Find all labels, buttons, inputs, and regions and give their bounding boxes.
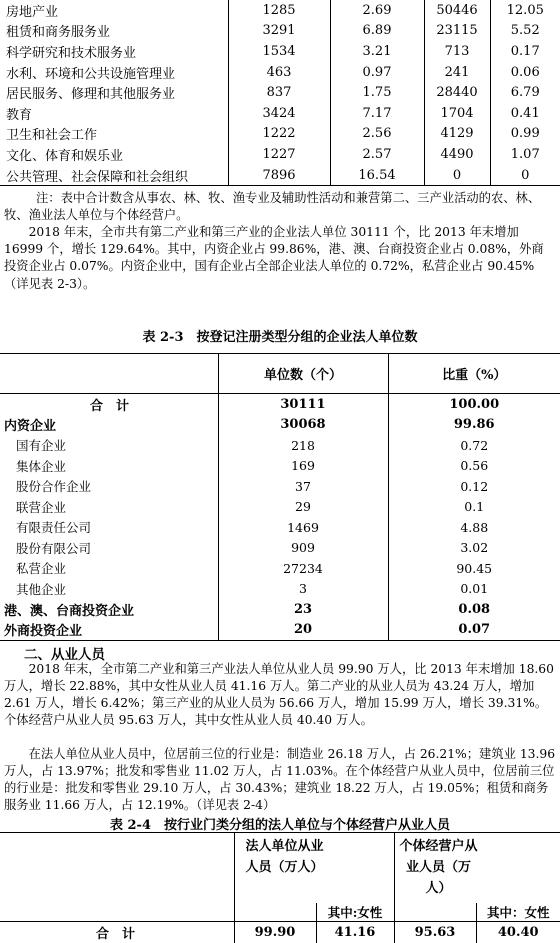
row-label: 联营企业 bbox=[16, 499, 67, 515]
row-ratio: 0.08 bbox=[388, 599, 560, 620]
unit-count: 1534 bbox=[228, 41, 330, 62]
individual-count: 28440 bbox=[424, 82, 490, 103]
table-row bbox=[0, 599, 560, 620]
paragraph-employees: 2018 年末，全市第二产业和第三产业法人单位从业人员 99.90 万人，比 2013 年末增加 18.60 万人，增长 22.88%，其中女性从业人员 41.16 万人。第二产业的从业人员为 43.24 万人，增加 2.61 万人，增长 6.42%；第三产业的从业人员为 56.66 万人，增加 15.99 万人，增长 39.31%。个体经营户从业人员 95.63 万人，其中女性从业人员 40.40 万人。 bbox=[4, 662, 554, 727]
table-2-4 bbox=[0, 832, 560, 943]
individual-count: 1704 bbox=[424, 103, 490, 124]
row-count: 218 bbox=[218, 435, 388, 456]
row-label: 有限责任公司 bbox=[16, 520, 92, 536]
paragraph-enterprise-summary: 2018 年末，全市共有第二产业和第三产业的企业法人单位 30111 个，比 2013 年末增加 16999 个，增长 129.64%。其中，内资企业占 99.86%，港、澳、台商投资企业占 0.08%，外商投资企业占 0.07%。内资企业中，国有企业占全部企业法人单位的 0.72%，私营企业占 90.45%（详见表 2-3）。 bbox=[4, 225, 544, 291]
row-label: 股份有限公司 bbox=[16, 540, 92, 556]
row-label: 内资企业 bbox=[4, 419, 57, 435]
header-female-corp: 其中:女性 bbox=[316, 903, 394, 922]
individual-ratio: 0.06 bbox=[510, 64, 540, 80]
row-label: 国有企业 bbox=[16, 438, 67, 454]
individual-ratio: 0 bbox=[490, 165, 560, 186]
row-ratio: 100.00 bbox=[388, 394, 560, 415]
row-ratio: 4.88 bbox=[388, 517, 560, 538]
table-2-3-corner bbox=[0, 354, 218, 394]
row-count: 3 bbox=[218, 579, 388, 600]
unit-ratio: 7.17 bbox=[330, 103, 424, 124]
total-corp-female: 41.16 bbox=[316, 921, 394, 943]
row-count: 169 bbox=[218, 456, 388, 477]
row-count: 23 bbox=[218, 599, 388, 620]
total-ind-female: 40.40 bbox=[476, 921, 560, 943]
unit-count: 463 bbox=[228, 62, 330, 83]
row-count: 37 bbox=[218, 476, 388, 497]
industry-name: 居民服务、修理和其他服务业 bbox=[0, 82, 228, 103]
row-label: 外商投资企业 bbox=[0, 620, 218, 641]
row-ratio: 99.86 bbox=[388, 415, 560, 436]
table-row bbox=[0, 41, 560, 62]
row-ratio: 0.56 bbox=[388, 456, 560, 477]
row-ratio: 3.02 bbox=[388, 538, 560, 559]
table-row bbox=[0, 124, 560, 145]
individual-ratio: 0.99 bbox=[510, 126, 540, 142]
row-count: 27234 bbox=[218, 558, 388, 579]
row-label: 合 计 bbox=[90, 398, 130, 414]
row-ratio: 0.72 bbox=[388, 435, 560, 456]
individual-ratio: 12.05 bbox=[506, 2, 544, 18]
unit-ratio: 2.56 bbox=[330, 124, 424, 145]
table-note: 注：表中合计数含从事农、林、牧、渔专业及辅助性活动和兼营第二、三产业活动的农、林、牧、渔业法人单位与个体经营户。 bbox=[4, 191, 541, 223]
table-row bbox=[0, 62, 560, 83]
table-row bbox=[0, 497, 560, 518]
unit-count: 3291 bbox=[228, 21, 330, 42]
header-individual-employees: 个体经营户从业人员（万人） bbox=[394, 833, 560, 903]
table-row bbox=[0, 476, 560, 497]
table-row bbox=[0, 103, 560, 124]
individual-ratio: 6.79 bbox=[510, 85, 540, 101]
table-2-4-corner bbox=[0, 833, 234, 903]
header-ratio: 比重（%） bbox=[388, 354, 560, 394]
industry-name: 公共管理、社会保障和社会组织 bbox=[0, 165, 228, 186]
individual-count: 4490 bbox=[424, 144, 490, 165]
row-ratio: 0.07 bbox=[388, 620, 560, 641]
table-row bbox=[0, 144, 560, 165]
industry-name: 水利、环境和公共设施管理业 bbox=[0, 62, 228, 83]
row-count: 30068 bbox=[218, 415, 388, 436]
unit-count: 1227 bbox=[228, 144, 330, 165]
unit-ratio: 16.54 bbox=[330, 165, 424, 186]
row-label: 其他企业 bbox=[16, 581, 67, 597]
table-row bbox=[0, 435, 560, 456]
row-ratio: 0.1 bbox=[388, 497, 560, 518]
table-row bbox=[0, 558, 560, 579]
row-label: 港、澳、台商投资企业 bbox=[4, 603, 135, 619]
individual-count: 50446 bbox=[424, 0, 490, 21]
row-ratio: 0.01 bbox=[388, 579, 560, 600]
total-label: 合 计 bbox=[96, 926, 136, 942]
section-title-employees: 二、从业人员 bbox=[24, 647, 105, 663]
table-2-3-caption: 表 2-3 按登记注册类型分组的企业法人单位数 bbox=[142, 330, 418, 345]
header-count: 单位数（个） bbox=[218, 354, 388, 394]
total-corp: 99.90 bbox=[234, 921, 316, 943]
paragraph-top-industries: 在法人单位从业人员中，位居前三位的行业是：制造业 26.18 万人，占 26.21%；建筑业 13.96 万人，占 13.97%；批发和零售业 11.02 万人，占 11.03%。在个体经营户从业人员中，位居前三位的行业是：批发和零售业 29.10 万人，占 30.43%；建筑业 18.22 万人，占 19.05%；租赁和商务服务业 11.66 万人，占 12.19%。（详见表 2-4） bbox=[4, 747, 556, 812]
header-female-ind: 其中：女性 bbox=[476, 903, 560, 922]
table-row bbox=[0, 456, 560, 477]
row-count: 30111 bbox=[218, 394, 388, 415]
industry-name: 租赁和商务服务业 bbox=[0, 21, 228, 42]
row-label: 私营企业 bbox=[16, 561, 67, 577]
industry-name: 房地产业 bbox=[0, 0, 228, 21]
table-row bbox=[0, 0, 560, 21]
unit-ratio: 6.89 bbox=[330, 21, 424, 42]
table-2-3 bbox=[0, 353, 560, 641]
unit-count: 7896 bbox=[228, 165, 330, 186]
table-row bbox=[0, 165, 560, 186]
individual-ratio: 0.17 bbox=[510, 43, 540, 59]
table-row bbox=[0, 82, 560, 103]
unit-ratio: 2.57 bbox=[330, 144, 424, 165]
row-count: 29 bbox=[218, 497, 388, 518]
table-row bbox=[0, 538, 560, 559]
individual-count: 4129 bbox=[424, 124, 490, 145]
individual-ratio: 1.07 bbox=[510, 146, 540, 162]
individual-count: 713 bbox=[424, 41, 490, 62]
industry-name: 文化、体育和娱乐业 bbox=[0, 144, 228, 165]
individual-ratio: 0.41 bbox=[510, 105, 540, 121]
industry-name: 科学研究和技术服务业 bbox=[0, 41, 228, 62]
row-count: 20 bbox=[218, 620, 388, 641]
total-ind: 95.63 bbox=[394, 921, 476, 943]
unit-count: 1285 bbox=[228, 0, 330, 21]
table-row bbox=[0, 620, 560, 641]
row-count: 1469 bbox=[218, 517, 388, 538]
individual-count: 0 bbox=[424, 165, 490, 186]
table-row bbox=[0, 517, 560, 538]
row-ratio: 90.45 bbox=[388, 558, 560, 579]
row-count: 909 bbox=[218, 538, 388, 559]
individual-count: 241 bbox=[424, 62, 490, 83]
industry-table-continued bbox=[0, 0, 560, 186]
unit-ratio: 1.75 bbox=[330, 82, 424, 103]
unit-ratio: 3.21 bbox=[330, 41, 424, 62]
unit-ratio: 0.97 bbox=[330, 62, 424, 83]
table-row bbox=[0, 579, 560, 600]
unit-count: 837 bbox=[228, 82, 330, 103]
industry-name: 教育 bbox=[0, 103, 228, 124]
table-row bbox=[0, 21, 560, 42]
header-corp-employees: 法人单位从业人员（万人） bbox=[234, 833, 394, 903]
unit-count: 3424 bbox=[228, 103, 330, 124]
table-row bbox=[0, 394, 560, 415]
table-2-4-caption: 表 2-4 按行业门类分组的法人单位与个体经营户从业人员 bbox=[109, 818, 450, 833]
row-ratio: 0.12 bbox=[388, 476, 560, 497]
table-row bbox=[0, 415, 560, 436]
individual-count: 23115 bbox=[424, 21, 490, 42]
individual-ratio: 5.52 bbox=[510, 23, 540, 39]
unit-ratio: 2.69 bbox=[330, 0, 424, 21]
row-label: 集体企业 bbox=[16, 458, 67, 474]
unit-count: 1222 bbox=[228, 124, 330, 145]
industry-name: 卫生和社会工作 bbox=[0, 124, 228, 145]
row-label: 股份合作企业 bbox=[16, 479, 92, 495]
